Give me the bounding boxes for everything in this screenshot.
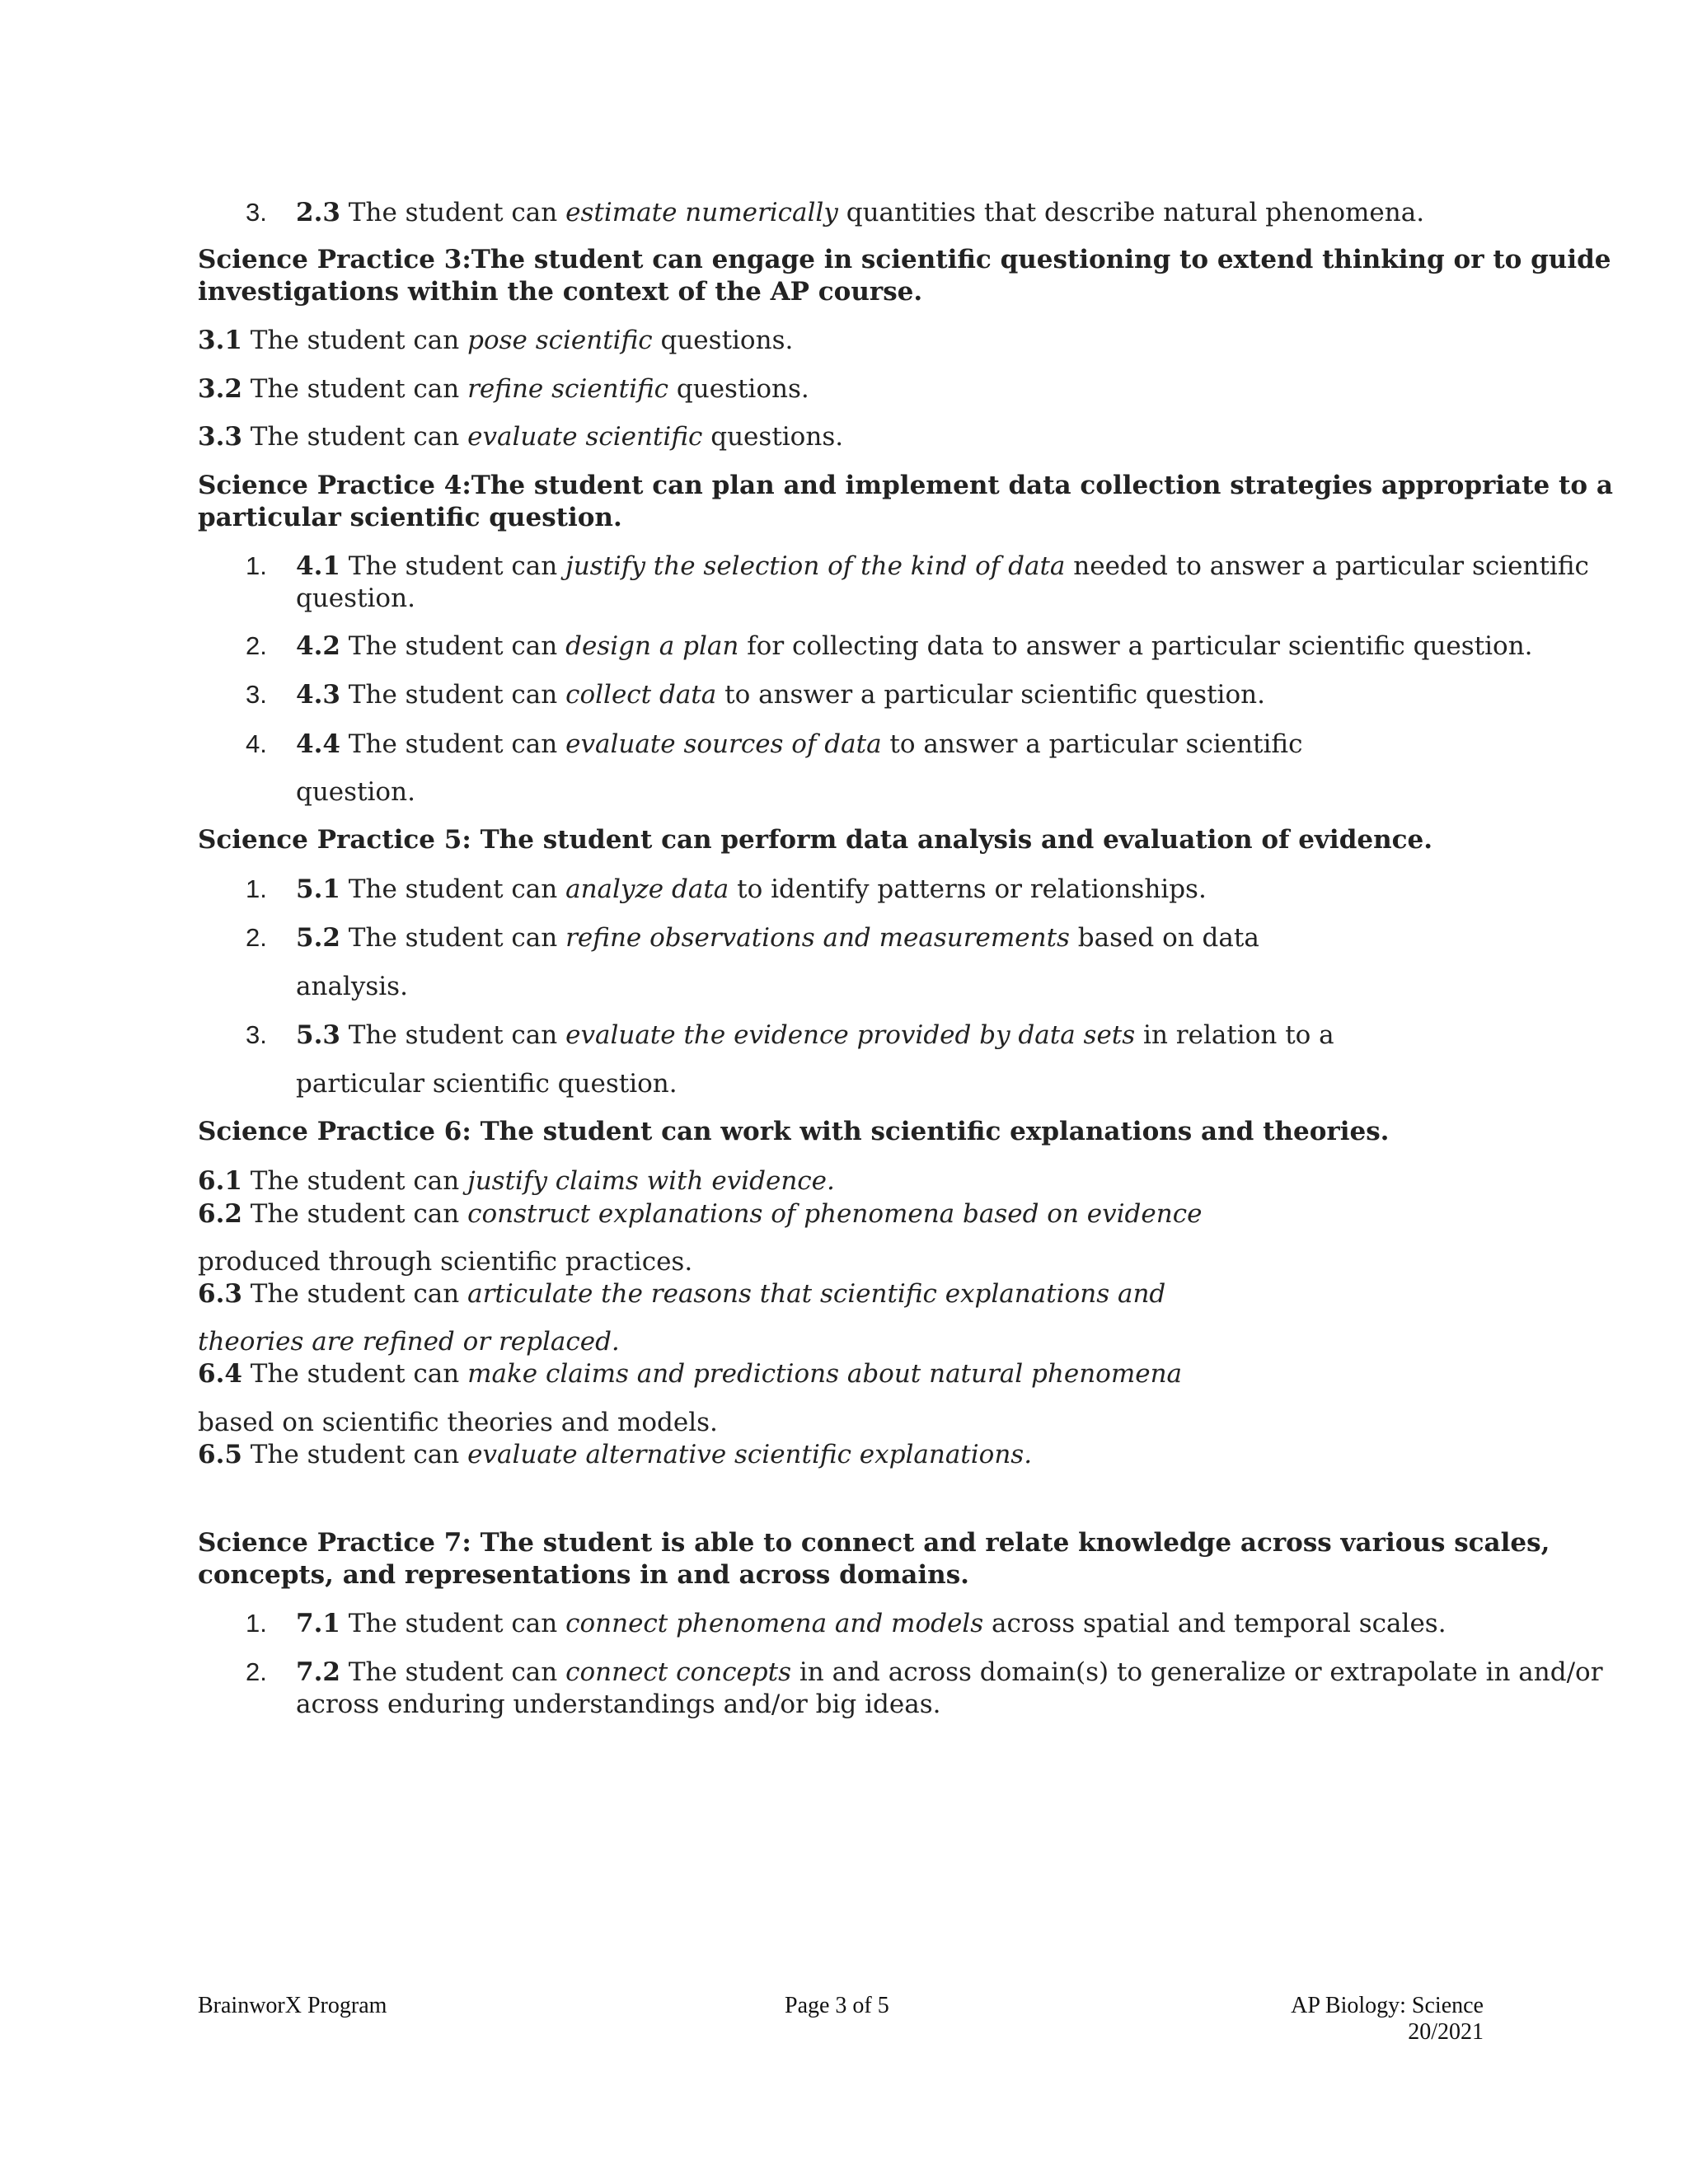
practice-item-7-1: 7.1 The student can connect phenomena and models across spatial and temporal scales. [296, 1609, 1447, 1638]
practice-item-6-3-cont: theories are refined or replaced. [198, 1327, 620, 1357]
practice-item-5-2-cont: analysis. [296, 972, 408, 1001]
list-number: 2. [246, 923, 267, 952]
practice-item-3-3: 3.3 The student can evaluate scientific questions. [198, 422, 844, 452]
practice-item-6-2: 6.2 The student can construct explanations of phenomena based on evidence [198, 1199, 1203, 1229]
practice-item-4-1-cont: question. [296, 583, 415, 613]
practice-item-6-3: 6.3 The student can articulate the reasons that scientific explanations and [198, 1279, 1166, 1309]
list-number: 3. [246, 1020, 267, 1049]
practice-item-7-2: 7.2 The student can connect concepts in and across domain(s) to generalize or extrapolate in and/or [296, 1657, 1603, 1687]
heading-science-practice-4: Science Practice 4:The student can plan and implement data collection strategies appropriate to a particular scientific question. [198, 471, 1613, 532]
list-number: 1. [246, 874, 267, 903]
practice-item-6-1: 6.1 The student can justify claims with evidence. [198, 1166, 835, 1196]
practice-item-5-2: 5.2 The student can refine observations and measurements based on data [296, 923, 1259, 953]
list-number: 1. [246, 1609, 267, 1638]
list-number: 2. [246, 631, 267, 660]
practice-item-4-1: 4.1 The student can justify the selection of the kind of data needed to answer a particular scientific [296, 551, 1589, 581]
list-number: 3. [246, 198, 267, 227]
practice-item-3-2: 3.2 The student can refine scientific questions. [198, 374, 809, 404]
practice-item-5-3-cont: particular scientific question. [296, 1069, 678, 1099]
practice-item-4-4: 4.4 The student can evaluate sources of data to answer a particular scientific [296, 729, 1303, 759]
heading-science-practice-6: Science Practice 6: The student can work with scientific explanations and theories. [198, 1117, 1390, 1146]
list-number: 2. [246, 1657, 267, 1686]
list-number: 4. [246, 729, 267, 758]
practice-item-6-2-cont: produced through scientific practices. [198, 1247, 693, 1277]
practice-item-3-1: 3.1 The student can pose scientific questions. [198, 326, 794, 355]
footer-course: AP Biology: Science 20/2021 [1291, 1993, 1484, 2045]
practice-item-4-4-cont: question. [296, 777, 415, 807]
footer-program: BrainworX Program [198, 1993, 387, 2018]
practice-item-6-4: 6.4 The student can make claims and predictions about natural phenomena [198, 1359, 1183, 1389]
practice-item-6-4-cont: based on scientific theories and models. [198, 1408, 718, 1437]
practice-item-5-3: 5.3 The student can evaluate the evidence provided by data sets in relation to a [296, 1020, 1334, 1050]
practice-item-2-3: 2.3 The student can estimate numerically quantities that describe natural phenomena. [296, 198, 1425, 227]
practice-item-4-2: 4.2 The student can design a plan for collecting data to answer a particular scientific question. [296, 631, 1533, 661]
list-number: 1. [246, 551, 267, 580]
item-code: 2.3 [296, 198, 340, 227]
practice-item-6-5: 6.5 The student can evaluate alternative scientific explanations. [198, 1440, 1033, 1469]
footer-page-number: Page 3 of 5 [785, 1993, 889, 2018]
practice-item-5-1: 5.1 The student can analyze data to identify patterns or relationships. [296, 874, 1207, 904]
list-number: 3. [246, 680, 267, 709]
practice-item-7-2-cont: across enduring understandings and/or big ideas. [296, 1690, 941, 1719]
heading-science-practice-5: Science Practice 5: The student can perform data analysis and evaluation of evidence. [198, 825, 1433, 855]
practice-item-4-3: 4.3 The student can collect data to answer a particular scientific question. [296, 680, 1265, 710]
heading-science-practice-3: Science Practice 3:The student can engage in scientific questioning to extend thinking or to guide investigations within the context of the AP course. [198, 245, 1611, 307]
heading-science-practice-7: Science Practice 7: The student is able to connect and relate knowledge across various scales, concepts, and representations in and across domains. [198, 1528, 1550, 1590]
